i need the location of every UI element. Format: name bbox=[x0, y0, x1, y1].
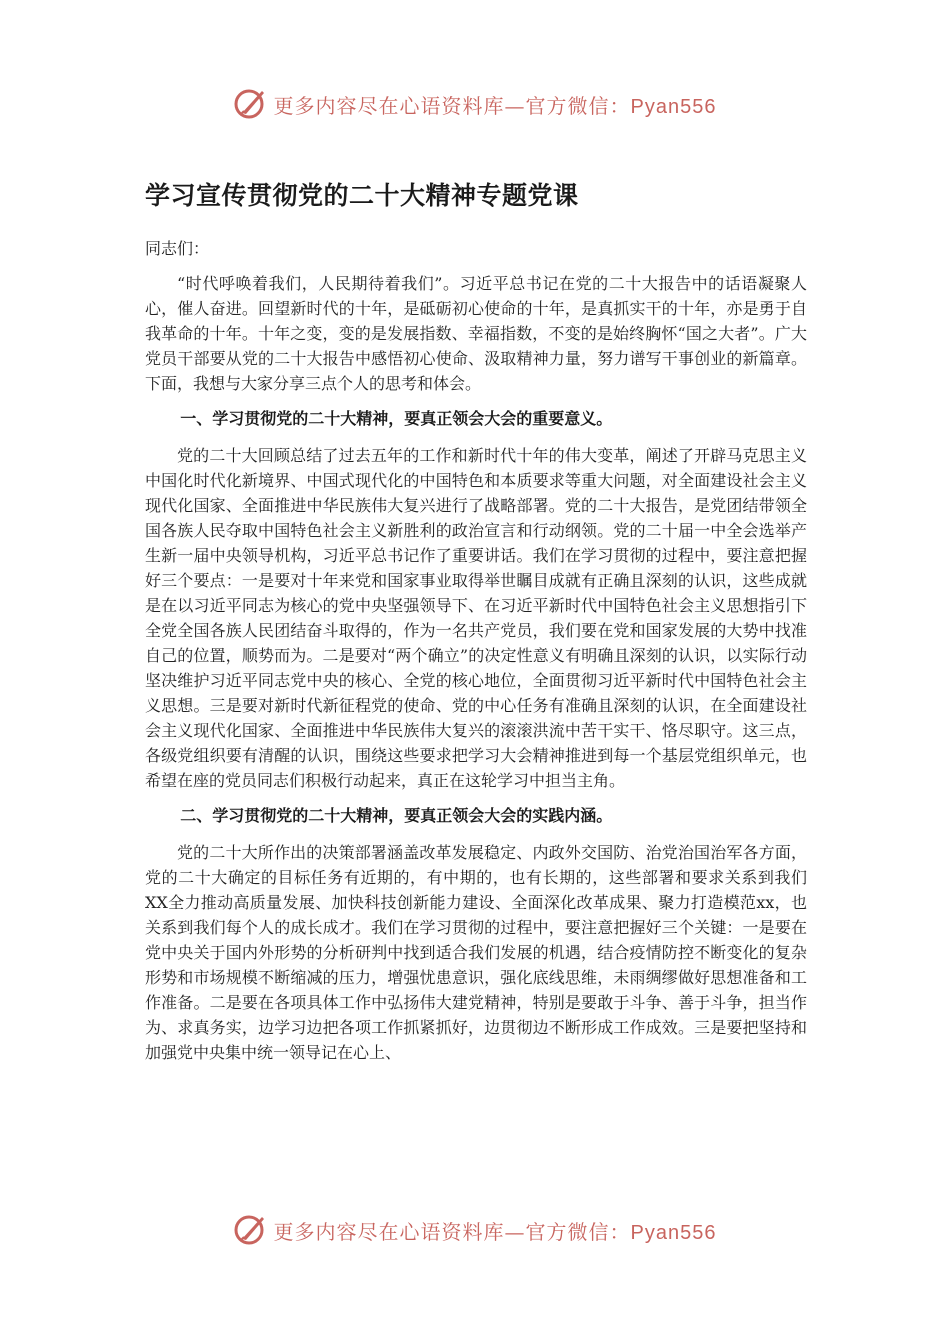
watermark-wechat-label: 官方微信： bbox=[525, 1219, 631, 1244]
watermark-slogan: 更多内容尽在心语资料库 bbox=[273, 1219, 505, 1244]
intro-paragraph: “时代呼唤着我们，人民期待着我们”。习近平总书记在党的二十大报告中的话语凝聚人心，催人奋进。回望新时代的十年，是砥砺初心使命的十年，是真抓实干的十年，亦是勇于自我革命的十年。十年之变，变的是发展指数、幸福指数，不变的是始终胸怀“国之大者”。广大党员干部要从党的二十大报告中感悟初心使命、汲取精神力量，努力谱写干事创业的新篇章。下面，我想与大家分享三点个人的思考和体会。 bbox=[145, 274, 807, 393]
watermark-dash: — bbox=[504, 93, 526, 118]
footer-watermark bbox=[0, 1210, 950, 1250]
header-watermark bbox=[0, 84, 950, 124]
watermark-wechat-id: Pyan556 bbox=[630, 95, 717, 118]
watermark-wechat-label: 官方微信： bbox=[525, 93, 631, 118]
quill-logo-icon bbox=[234, 87, 268, 121]
section-1-heading: 一、学习贯彻党的二十大精神，要真正领会大会的重要意义。 bbox=[180, 409, 613, 428]
section-2-paragraph: 党的二十大所作出的决策部署涵盖改革发展稳定、内政外交国防、治党治国治军各方面，党的二十大确定的目标任务有近期的，有中期的，也有长期的，这些部署和要求关系到我们XX全力推动高质量发展、加快科技创新能力建设、全面深化改革成果、聚力打造模范xx，也关系到我们每个人的成长成才。我们在学习贯彻的过程中，要注意把握好三个关键：一是要在党中央关于国内外形势的分析研判中找到适合我们发展的机遇，结合疫情防控不断变化的复杂形势和市场规模不断缩减的压力，增强忧患意识，强化底线思维，未雨绸缪做好思想准备和工作准备。二是要在各项具体工作中弘扬伟大建党精神，特别是要敢于斗争、善于斗争，担当作为、求真务实，边学习边把各项工作抓紧抓好，边贯彻边不断形成工作成效。三是要把坚持和加强党中央集中统一领导记在心上、 bbox=[145, 843, 807, 1062]
watermark-dash: — bbox=[504, 1219, 526, 1244]
quill-logo-icon bbox=[234, 1213, 268, 1247]
watermark-wechat-id: Pyan556 bbox=[630, 1221, 717, 1244]
watermark-slogan: 更多内容尽在心语资料库 bbox=[273, 93, 505, 118]
document-body bbox=[145, 176, 807, 1075]
watermark-text bbox=[274, 1216, 717, 1245]
section-2-heading: 二、学习贯彻党的二十大精神，要真正领会大会的实践内涵。 bbox=[180, 806, 613, 825]
salutation: 同志们： bbox=[145, 239, 210, 258]
section-1-paragraph: 党的二十大回顾总结了过去五年的工作和新时代十年的伟大变革，阐述了开辟马克思主义中国化时代化新境界、中国式现代化的中国特色和本质要求等重大问题，对全面建设社会主义现代化国家、全面推进中华民族伟大复兴进行了战略部署。党的二十大报告，是党团结带领全国各族人民夺取中国特色社会主义新胜利的政治宣言和行动纲领。党的二十届一中全会选举产生新一届中央领导机构，习近平总书记作了重要讲话。我们在学习贯彻的过程中，要注意把握好三个要点：一是要对十年来党和国家事业取得举世瞩目成就有正确且深刻的认识，这些成就是在以习近平同志为核心的党中央坚强领导下、在习近平新时代中国特色社会主义思想指引下全党全国各族人民团结奋斗取得的，作为一名共产党员，我们要在党和国家发展的大势中找准自己的位置，顺势而为。二是要对“两个确立”的决定性意义有明确且深刻的认识，以实际行动坚决维护习近平同志党中央的核心、全党的核心地位，全面贯彻习近平新时代中国特色社会主义思想。三是要对新时代新征程党的使命、党的中心任务有准确且深刻的认识，在全面建设社会主义现代化国家、全面推进中华民族伟大复兴的滚滚洪流中苦干实干、恪尽职守。这三点，各级党组织要有清醒的认识，围绕这些要求把学习大会精神推进到每一个基层党组织单元，也希望在座的党员同志们积极行动起来，真正在这轮学习中担当主角。 bbox=[145, 446, 807, 790]
document-title: 学习宣传贯彻党的二十大精神专题党课 bbox=[145, 181, 579, 210]
watermark-text bbox=[274, 90, 717, 119]
